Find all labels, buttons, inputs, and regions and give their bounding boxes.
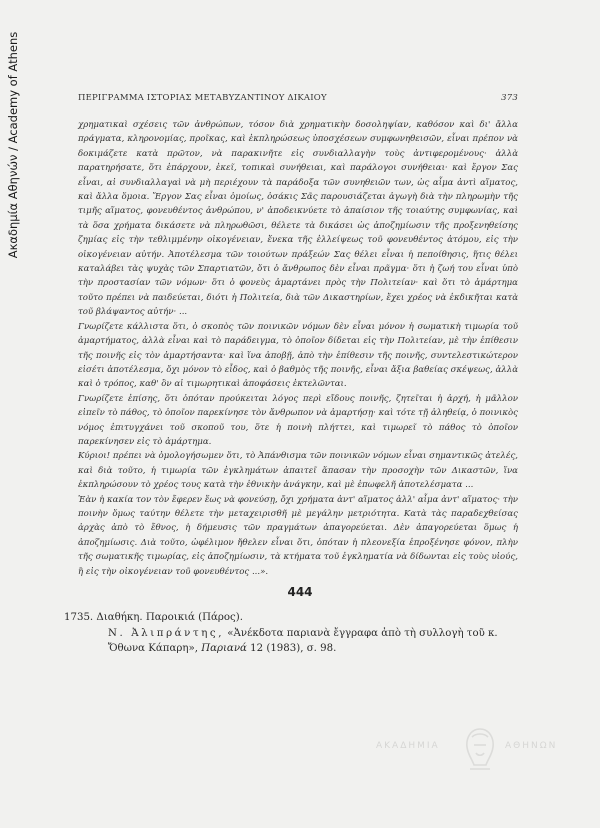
paragraph: Γνωρίζετε κάλλιστα ὅτι, ὁ σκοπὸς τῶν ποινικῶν νόμων δὲν εἶναι μόνον ἡ σωματικὴ τιμωρία τοῦ ἁμαρτήματος, ἀλλὰ εἶναι καὶ τὸ παράδειγμα, τὸ ὁποῖον δίδεται εἰς τὴν Πολιτείαν, μὲ τὴν ἐπίθεσιν τῆς ποινῆς εἰς τὸν ἁμαρτήσαντα· καὶ ἵνα ἀποβῇ, ἀπὸ τὴν ἐπίθεσιν τῆς ποινῆς, συντελεστικώτερον εἰσέτι ἀποτέλεσμα, ὄχι μόνον τὸ εἶδος, καὶ ὁ βαθμὸς τῆς ποινῆς, εἶναι ἄξια βαθείας σκέψεως, ἀλλὰ καὶ ὁ τρόπος, καθ' ὃν αἱ τιμωρητικαὶ ἀποφάσεις ἐκτελῶνται. [78,321,518,390]
watermark-left-text: ΑΚΑΔΗΜΙΑ [376,741,440,751]
quoted-text-block [78,118,518,579]
entry-author: Ν. Ἀλιπράντης, [108,627,225,639]
bibliography-entry [64,610,520,657]
page-number: 373 [501,93,518,103]
entry-reference [64,626,520,657]
entry-title: «Ἀνέκδοτα παριανὰ ἔγγραφα ἀπὸ τὴ συλλογὴ τοῦ κ. Ὄθωνα Κάπαρη», [108,627,498,654]
paragraph: Γνωρίζετε ἐπίσης, ὅτι ὁπόταν προύκειται λόγος περὶ εἴδους ποινῆς, ζητεῖται ἡ ἀρχή, ἡ μᾶλλον εἰπεῖν τὸ πάθος, τὸ ὁποῖον παρεκίνησε τὸν ἄνθρωπον νὰ ἁμαρτήσῃ· καὶ τότε τῇ ἀληθείᾳ, ὁ ποινικὸς νόμος ἐπιτυγχάνει τοῦ σκοποῦ του, ὅτε ἡ ποινὴ πλήττει, καὶ τιμωρεῖ τὸ πάθος τὸ ὁποῖον παρεκίνησεν εἰς τὸ ἁμάρτημα. [78,393,518,447]
entry-journal: Παριανά [201,643,247,654]
academy-side-label [4,30,22,260]
entry-heading: 1735. Διαθήκη. Παροικιά (Πάρος). [64,612,243,623]
paragraph: Κύριοι! πρέπει νὰ ὁμολογήσωμεν ὅτι, τὸ Ἀπάνθισμα τῶν ποινικῶν νόμων εἶναι σημαντικῶς ἀτελές, καὶ διὰ τοῦτο, ἡ τιμωρία τῶν ἐγκλημάτων ἀπαιτεῖ ἅπασαν τὴν προσοχὴν τῶν Δικαστῶν, ἵνα ἐκπληρώσουν τὸ χρέος τους κατὰ τὴν ἐθνικὴν ἀνάγκην, καὶ μὲ ἐπωφελῆ ἀποτελέσματα ... [78,451,518,491]
academy-side-label-text: Ακαδημία Αθηνών / Academy of Athens [6,31,20,259]
watermark-right-text: ΑΘΗΝΩΝ [505,741,558,751]
page-header [78,93,518,107]
entry-number: 444 [287,585,313,599]
academy-watermark-logo [460,725,500,773]
paragraph: Ἐὰν ἡ κακία τον τὸν ἔφερεν ἕως νὰ φονεύσῃ, ὄχι χρήματα ἀντ' αἵματος ἀλλ' αἷμα ἀντ' αἵματος· τὴν ποινὴν ὅμως ταύτην θέλετε τὴν μεταχειρισθῆ μὲ μεγάλην μετριότητα. Κατὰ τὰς παραδεχθείσας ἀρχὰς ἀπὸ τὸ ἔθνος, ἡ δήμευσις τῶν πραγμάτων ἀπαγορεύεται. Δὲν ἀπαγορεύεται ὅμως ἡ ἀποζημίωσις. Διὰ τοῦτο, ὠφέλιμον ἤθελεν εἶναι ὅτι, ὁπόταν ἡ πλεονεξία ἐπροξένησε φόνον, πλὴν τῆς σωματικῆς τιμωρίας, εἰς ἀποζημίωσιν, τὰ κτήματα τοῦ ἐγκληματία νὰ δίδωνται εἰς τοὺς υἱούς, ἢ εἰς τὴν οἰκογένειαν τοῦ φονευθέντος ...». [78,494,518,577]
paragraph: χρηματικαὶ σχέσεις τῶν ἀνθρώπων, τόσον διὰ χρηματικὴν δοσοληψίαν, καθόσον καὶ δι' ἄλλα πράγματα, κληρονομίας, προῖκας, καὶ ἐκπληρώσεως ὑποσχέσεων συμφωνηθεισῶν, εἶναι πρέπον νὰ δοκιμάζετε κατὰ πρῶτον, νὰ παρακινῆτε εἰς συνδιαλλαγὴν τοὺς ἀντιφερομένους· ἀλλὰ παρατηρήσατε, ὅτι ἐπάρχουν, ἐκεῖ, τοπικαὶ συνήθειαι, καὶ παράλογοι συνήθειαι· καὶ ἔργον Σας εἶναι, αἱ συνδιαλλαγαὶ νὰ μὴ περιέχουν τὰ παράδοξα τῶν συνηθειῶν των, ὡς αἷμα ἀντὶ αἵματος, καὶ ἄλλα ὅμοια. Ἔργον Σας εἶναι ὁμοίως, ὁσάκις Σᾶς παρουσιάζεται ἀγωγὴ διὰ τὴν πληρωμὴν τῆς τιμῆς αἵματος, φονευθέντος ἀνθρώπου, ν' ἀποδεικνύετε τὸ ἀπαίσιον τῆς τοιαύτης συμφωνίας, καὶ τὰ ὅσα χρήματα δικάσετε νὰ πληρωθῶσι, θέλετε τὰ δικάσει ὡς ἀποζημίωσιν τῆς προξενηθείσης ζημίας εἰς τὴν τεθλιμμένην οἰκογένειαν, ἕνεκα τῆς ἐλλείψεως τοῦ φονευθέντος ἀτόμου, εἰς τὴν οἰκογένειαν αὐτήν. Ἀποτέλεσμα τῶν τοιούτων πράξεών Σας θέλει εἶναι ἡ πεποίθησις, ἥτις θέλει καταλάβει τὰς ψυχὰς τῶν Σπαρτιατῶν, ὅτι ὁ ἄνθρωπος δὲν εἶναι πρᾶγμα· ὅτι ἡ ζωή του εἶναι ὑπὸ τὴν προστασίαν τῶν νόμων· ὅτι ὁ φονεὺς ἁμαρτάνει πρὸς τὴν Πολιτείαν· καὶ ὅτι τὸ ἁμάρτημα τοῦτο πρέπει νὰ παιδεύεται, διότι ἡ Πολιτεία, διὰ τῶν Δικαστηρίων, ἔχει χρέος νὰ ἐκδικῆται κατὰ τοῦ βλάψαντος αὐτήν· ... [78,120,518,318]
entry-citation: 12 (1983), σ. 98. [250,643,337,654]
running-title: ΠΕΡΙΓΡΑΜΜΑ ΙΣΤΟΡΙΑΣ ΜΕΤΑΒΥΖΑΝΤΙΝΟΥ ΔΙΚΑΙΟΥ [78,93,327,103]
